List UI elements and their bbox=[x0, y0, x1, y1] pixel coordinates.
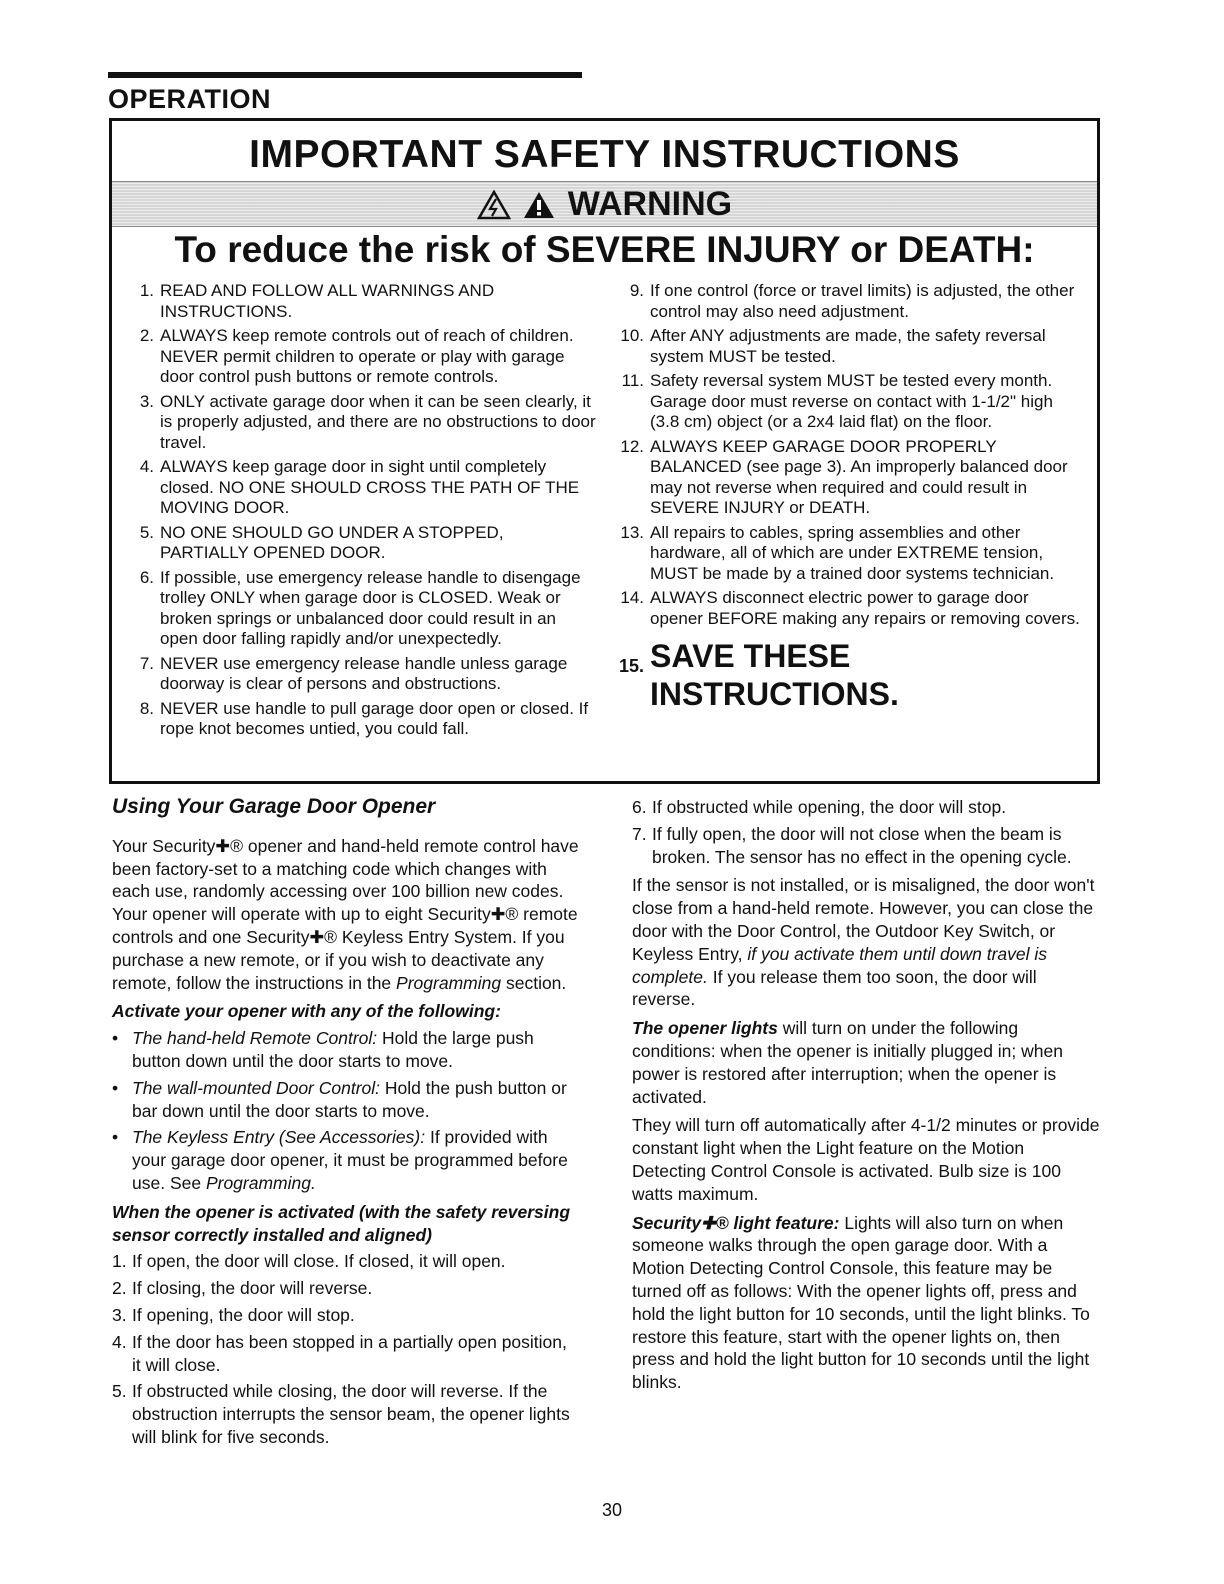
light-feature-paragraph bbox=[632, 1212, 1102, 1394]
warning-item bbox=[126, 568, 596, 650]
warning-band bbox=[112, 181, 1097, 227]
lights-lead: The opener lights bbox=[632, 1018, 778, 1039]
activated-heading: When the opener is activated (with the safety reversing sensor correctly installed and aligned) bbox=[112, 1201, 571, 1245]
save-instructions bbox=[616, 637, 1086, 713]
bullet-dot: • bbox=[112, 1077, 119, 1098]
safety-subheading: To reduce the risk of SEVERE INJURY or DEATH: bbox=[174, 229, 1035, 270]
behavior-item bbox=[112, 1331, 580, 1377]
item-text: ONLY activate garage door when it can be seen clearly, it is properly adjusted, and there are no obstructions to door travel. bbox=[160, 391, 596, 452]
activate-text: Hold the push button or bar down until the door starts to move. bbox=[132, 1077, 567, 1121]
lights-off-paragraph: They will turn off automatically after 4-1/2 minutes or provide constant light when the Light feature on the Motion Detecting Control Console is activated. Bulb size is 100 watts maximum. bbox=[632, 1115, 1100, 1204]
activate-item bbox=[112, 1077, 580, 1123]
step-number: 5. bbox=[112, 1381, 127, 1402]
using-opener-heading: Using Your Garage Door Opener bbox=[112, 795, 436, 818]
intro-text: Your Security✚® opener and hand-held remote control have been factory-set to a matching code which changes with each use, randomly accessing over 100 billion new codes. Your opener will operate with up to eight Security✚® remote controls and one Security✚® Keyless Entry System. If you purchase a new remote, or if you wish to deactivate any remote, follow the instructions in the bbox=[112, 835, 579, 993]
item-number: 13. bbox=[620, 522, 644, 542]
step-number: 2. bbox=[112, 1278, 127, 1299]
light-feature-text: Lights will also turn on when someone walks through the open garage door. With a Motion Detecting Control Console, this feature may be turned off as follows: With the opener lights off, press and hold the light button for 10 seconds, until the light blinks. To restore this feature, start with the opener lights on, then press and hold the light button for 10 seconds until the light blinks. bbox=[632, 1212, 1090, 1393]
item-number: 10. bbox=[620, 326, 644, 345]
item-number: 14. bbox=[620, 588, 644, 607]
step-number: 1. bbox=[112, 1251, 127, 1272]
step-text: If obstructed while opening, the door will stop. bbox=[652, 797, 1007, 817]
item-number: 11. bbox=[621, 371, 644, 390]
warning-item bbox=[616, 437, 1086, 519]
behavior-item bbox=[112, 1277, 580, 1300]
item-number: 6. bbox=[139, 567, 154, 587]
warning-item bbox=[126, 326, 596, 388]
bullet-dot: • bbox=[112, 1028, 119, 1049]
item-text: If one control (force or travel limits) is adjusted, the other control may also need adjustment. bbox=[650, 281, 1075, 321]
warning-list-right bbox=[616, 281, 1086, 717]
step-text: If open, the door will close. If closed, it will open. bbox=[132, 1251, 506, 1272]
item-text: If possible, use emergency release handle to disengage trolley ONLY when garage door is CLOSED. Weak or broken springs or unbalanced door could result in an open door falling rapidly and/or unexpectedly. bbox=[160, 567, 581, 648]
step-number: 3. bbox=[112, 1304, 127, 1325]
header-rule bbox=[108, 72, 582, 78]
sensor-text: If the sensor is not installed, or is misaligned, the door won't close from a hand-held remote. However, you can close the door with the Door Control, the Outdoor Key Switch, or Keyless Entry, bbox=[632, 875, 1095, 964]
step-text: If closing, the door will reverse. bbox=[132, 1278, 373, 1299]
warning-label-group bbox=[477, 185, 732, 223]
item-number: 8. bbox=[139, 698, 154, 718]
intro-ref: Programming bbox=[396, 972, 502, 993]
warning-item bbox=[126, 392, 596, 454]
item-text: NO ONE SHOULD GO UNDER A STOPPED, PARTIALLY OPENED DOOR. bbox=[160, 522, 504, 562]
left-column bbox=[112, 796, 580, 1455]
warning-item bbox=[616, 523, 1086, 585]
safety-instructions-box bbox=[109, 118, 1100, 784]
activate-heading: Activate your opener with any of the following: bbox=[112, 1001, 501, 1022]
safety-heading: IMPORTANT SAFETY INSTRUCTIONS bbox=[249, 133, 960, 176]
warning-item bbox=[616, 281, 1086, 322]
item-text: ALWAYS keep remote controls out of reach of children. NEVER permit children to operate or play with garage door control push buttons or remote controls. bbox=[160, 326, 574, 386]
item-text: ALWAYS KEEP GARAGE DOOR PROPERLY BALANCED (see page 3). An improperly balanced door may not reverse when required and could result in SEVERE INJURY or DEATH. bbox=[650, 436, 1068, 517]
right-column bbox=[632, 796, 1102, 1400]
item-text: READ AND FOLLOW ALL WARNINGS AND INSTRUCTIONS. bbox=[160, 281, 495, 321]
section-title: OPERATION bbox=[108, 84, 272, 114]
step-text: If obstructed while closing, the door will reverse. If the obstruction interrupts the sensor beam, the opener lights will blink for five seconds. bbox=[132, 1381, 570, 1447]
activate-item bbox=[112, 1027, 580, 1073]
step-text: If opening, the door will stop. bbox=[132, 1304, 355, 1325]
activate-text: If provided with your garage door opener, it must be programmed before use. See bbox=[132, 1127, 568, 1193]
item-number: 15. bbox=[618, 656, 644, 676]
activate-term: The wall-mounted Door Control: bbox=[132, 1077, 381, 1098]
item-number: 7. bbox=[139, 653, 154, 673]
item-number: 1. bbox=[139, 281, 154, 300]
activate-term: The Keyless Entry (See Accessories): bbox=[132, 1127, 426, 1148]
behavior-item bbox=[112, 1250, 580, 1273]
lights-paragraph bbox=[632, 1017, 1102, 1108]
warning-item bbox=[616, 371, 1086, 433]
behavior-item bbox=[112, 1304, 580, 1327]
item-text: All repairs to cables, spring assemblies and other hardware, all of which are under EXTREME tension, MUST be made by a trained door systems technician. bbox=[650, 522, 1055, 583]
electric-hazard-icon bbox=[477, 190, 511, 220]
warning-item bbox=[616, 326, 1086, 367]
intro-end: section. bbox=[505, 972, 567, 993]
warning-triangle-icon bbox=[522, 190, 556, 220]
warning-item bbox=[126, 523, 596, 564]
behavior-list-right bbox=[632, 796, 1102, 868]
warning-list-left bbox=[126, 281, 596, 744]
page-number: 30 bbox=[601, 1500, 623, 1520]
sensor-italic: if you activate them until down travel is complete. bbox=[632, 943, 1048, 987]
behavior-list-left bbox=[112, 1250, 580, 1448]
warning-item bbox=[126, 281, 596, 322]
sensor-end: If you release them too soon, the door will reverse. bbox=[632, 966, 1037, 1010]
item-number: 2. bbox=[139, 326, 154, 345]
item-text: After ANY adjustments are made, the safety reversal system MUST be tested. bbox=[650, 326, 1046, 366]
behavior-item bbox=[112, 1380, 580, 1448]
step-number: 7. bbox=[632, 823, 647, 844]
activate-item bbox=[112, 1126, 580, 1194]
behavior-item bbox=[632, 796, 1102, 819]
step-text: If the door has been stopped in a partially open position, it will close. bbox=[132, 1331, 567, 1375]
item-text: ALWAYS keep garage door in sight until completely closed. NO ONE SHOULD CROSS THE PATH OF THE MOVING DOOR. bbox=[160, 457, 580, 517]
bullet-dot: • bbox=[112, 1127, 119, 1148]
item-text: ALWAYS disconnect electric power to garage door opener BEFORE making any repairs or removing covers. bbox=[650, 588, 1080, 628]
save-text: SAVE THESE INSTRUCTIONS. bbox=[650, 638, 899, 712]
sensor-paragraph bbox=[632, 874, 1102, 1011]
intro-paragraph bbox=[112, 835, 580, 995]
item-number: 12. bbox=[620, 436, 644, 456]
step-number: 6. bbox=[632, 797, 647, 817]
warning-item bbox=[126, 654, 596, 695]
activate-text: Hold the large push button down until the door starts to move. bbox=[132, 1028, 534, 1071]
behavior-item bbox=[632, 823, 1102, 869]
activate-ref: Programming. bbox=[205, 1172, 316, 1193]
warning-item bbox=[126, 457, 596, 519]
item-number: 5. bbox=[139, 522, 154, 542]
activate-list bbox=[112, 1027, 580, 1195]
warning-item bbox=[616, 588, 1086, 629]
light-feature-lead: Security✚® light feature: bbox=[632, 1212, 840, 1233]
item-text: NEVER use emergency release handle unless garage doorway is clear of persons and obstructions. bbox=[160, 653, 568, 693]
activate-term: The hand-held Remote Control: bbox=[132, 1028, 378, 1049]
step-text: If fully open, the door will not close when the beam is broken. The sensor has no effect in the opening cycle. bbox=[652, 823, 1072, 867]
item-number: 4. bbox=[139, 457, 154, 476]
warning-label: WARNING bbox=[567, 185, 733, 223]
item-number: 3. bbox=[139, 391, 154, 411]
item-text: NEVER use handle to pull garage door open or closed. If rope knot becomes untied, you could fall. bbox=[160, 698, 589, 738]
warning-item bbox=[126, 699, 596, 740]
lights-text: will turn on under the following conditions: when the opener is initially plugged in; when power is restored after interruption; when the opener is activated. bbox=[632, 1018, 1063, 1107]
step-number: 4. bbox=[112, 1331, 127, 1352]
item-text: Safety reversal system MUST be tested every month. Garage door must reverse on contact with 1-1/2" high (3.8 cm) object (or a 2x4 laid flat) on the floor. bbox=[650, 371, 1053, 431]
item-number: 9. bbox=[629, 281, 644, 300]
